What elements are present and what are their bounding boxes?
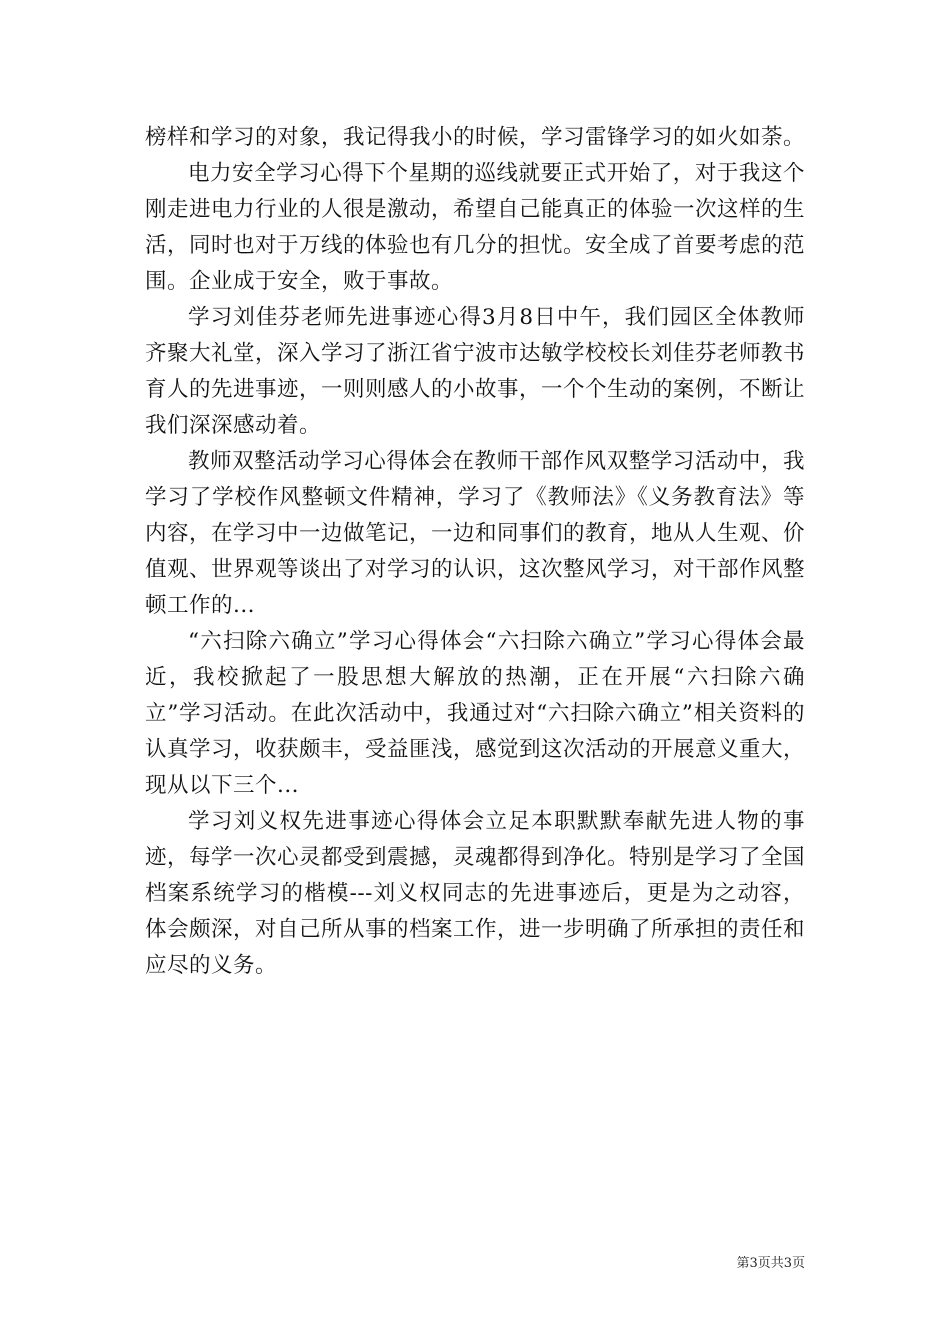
paragraph-power-safety: 电力安全学习心得下个星期的巡线就要正式开始了，对于我这个刚走进电力行业的人很是激动，希望自己能真正的体验一次这样的生活，同时也对于万线的体验也有几分的担忧。安全成了首要考虑的范围。企业成于安全，败于事故。 <box>145 161 806 294</box>
document-body <box>145 120 805 984</box>
page-number-footer: 第3页共3页 <box>736 1256 805 1271</box>
paragraph-continuation: 榜样和学习的对象，我记得我小的时候，学习雷锋学习的如火如荼。 <box>145 125 806 150</box>
paragraph-six-sweeps: “六扫除六确立”学习心得体会“六扫除六确立”学习心得体会最近，我校掀起了一股思想大解放的热潮，正在开展“六扫除六确立”学习活动。在此次活动中，我通过对“六扫除六确立”相关资料的认真学习，收获颇丰，受益匪浅，感觉到这次活动的开展意义重大，现从以下三个... <box>145 629 806 798</box>
paragraph-teacher-rectification: 教师双整活动学习心得体会在教师干部作风双整学习活动中，我学习了学校作风整顿文件精神，学习了《教师法》《义务教育法》等内容，在学习中一边做笔记，一边和同事们的教育，地从人生观、价值观、世界观等谈出了对学习的认识，这次整风学习，对干部作风整顿工作的... <box>145 449 806 618</box>
paragraph-liu-yiquan: 学习刘义权先进事迹心得体会立足本职默默奉献先进人物的事迹，每学一次心灵都受到震撼，灵魂都得到净化。特别是学习了全国档案系统学习的楷模---刘义权同志的先进事迹后，更是为之动容，体会颇深，对自己所从事的档案工作，进一步明确了所承担的责任和应尽的义务。 <box>145 809 806 978</box>
paragraph-liu-jiafen: 学习刘佳芬老师先进事迹心得3月8日中午，我们园区全体教师齐聚大礼堂，深入学习了浙江省宁波市达敏学校校长刘佳芬老师教书育人的先进事迹，一则则感人的小故事，一个个生动的案例，不断让我们深深感动着。 <box>145 305 806 438</box>
